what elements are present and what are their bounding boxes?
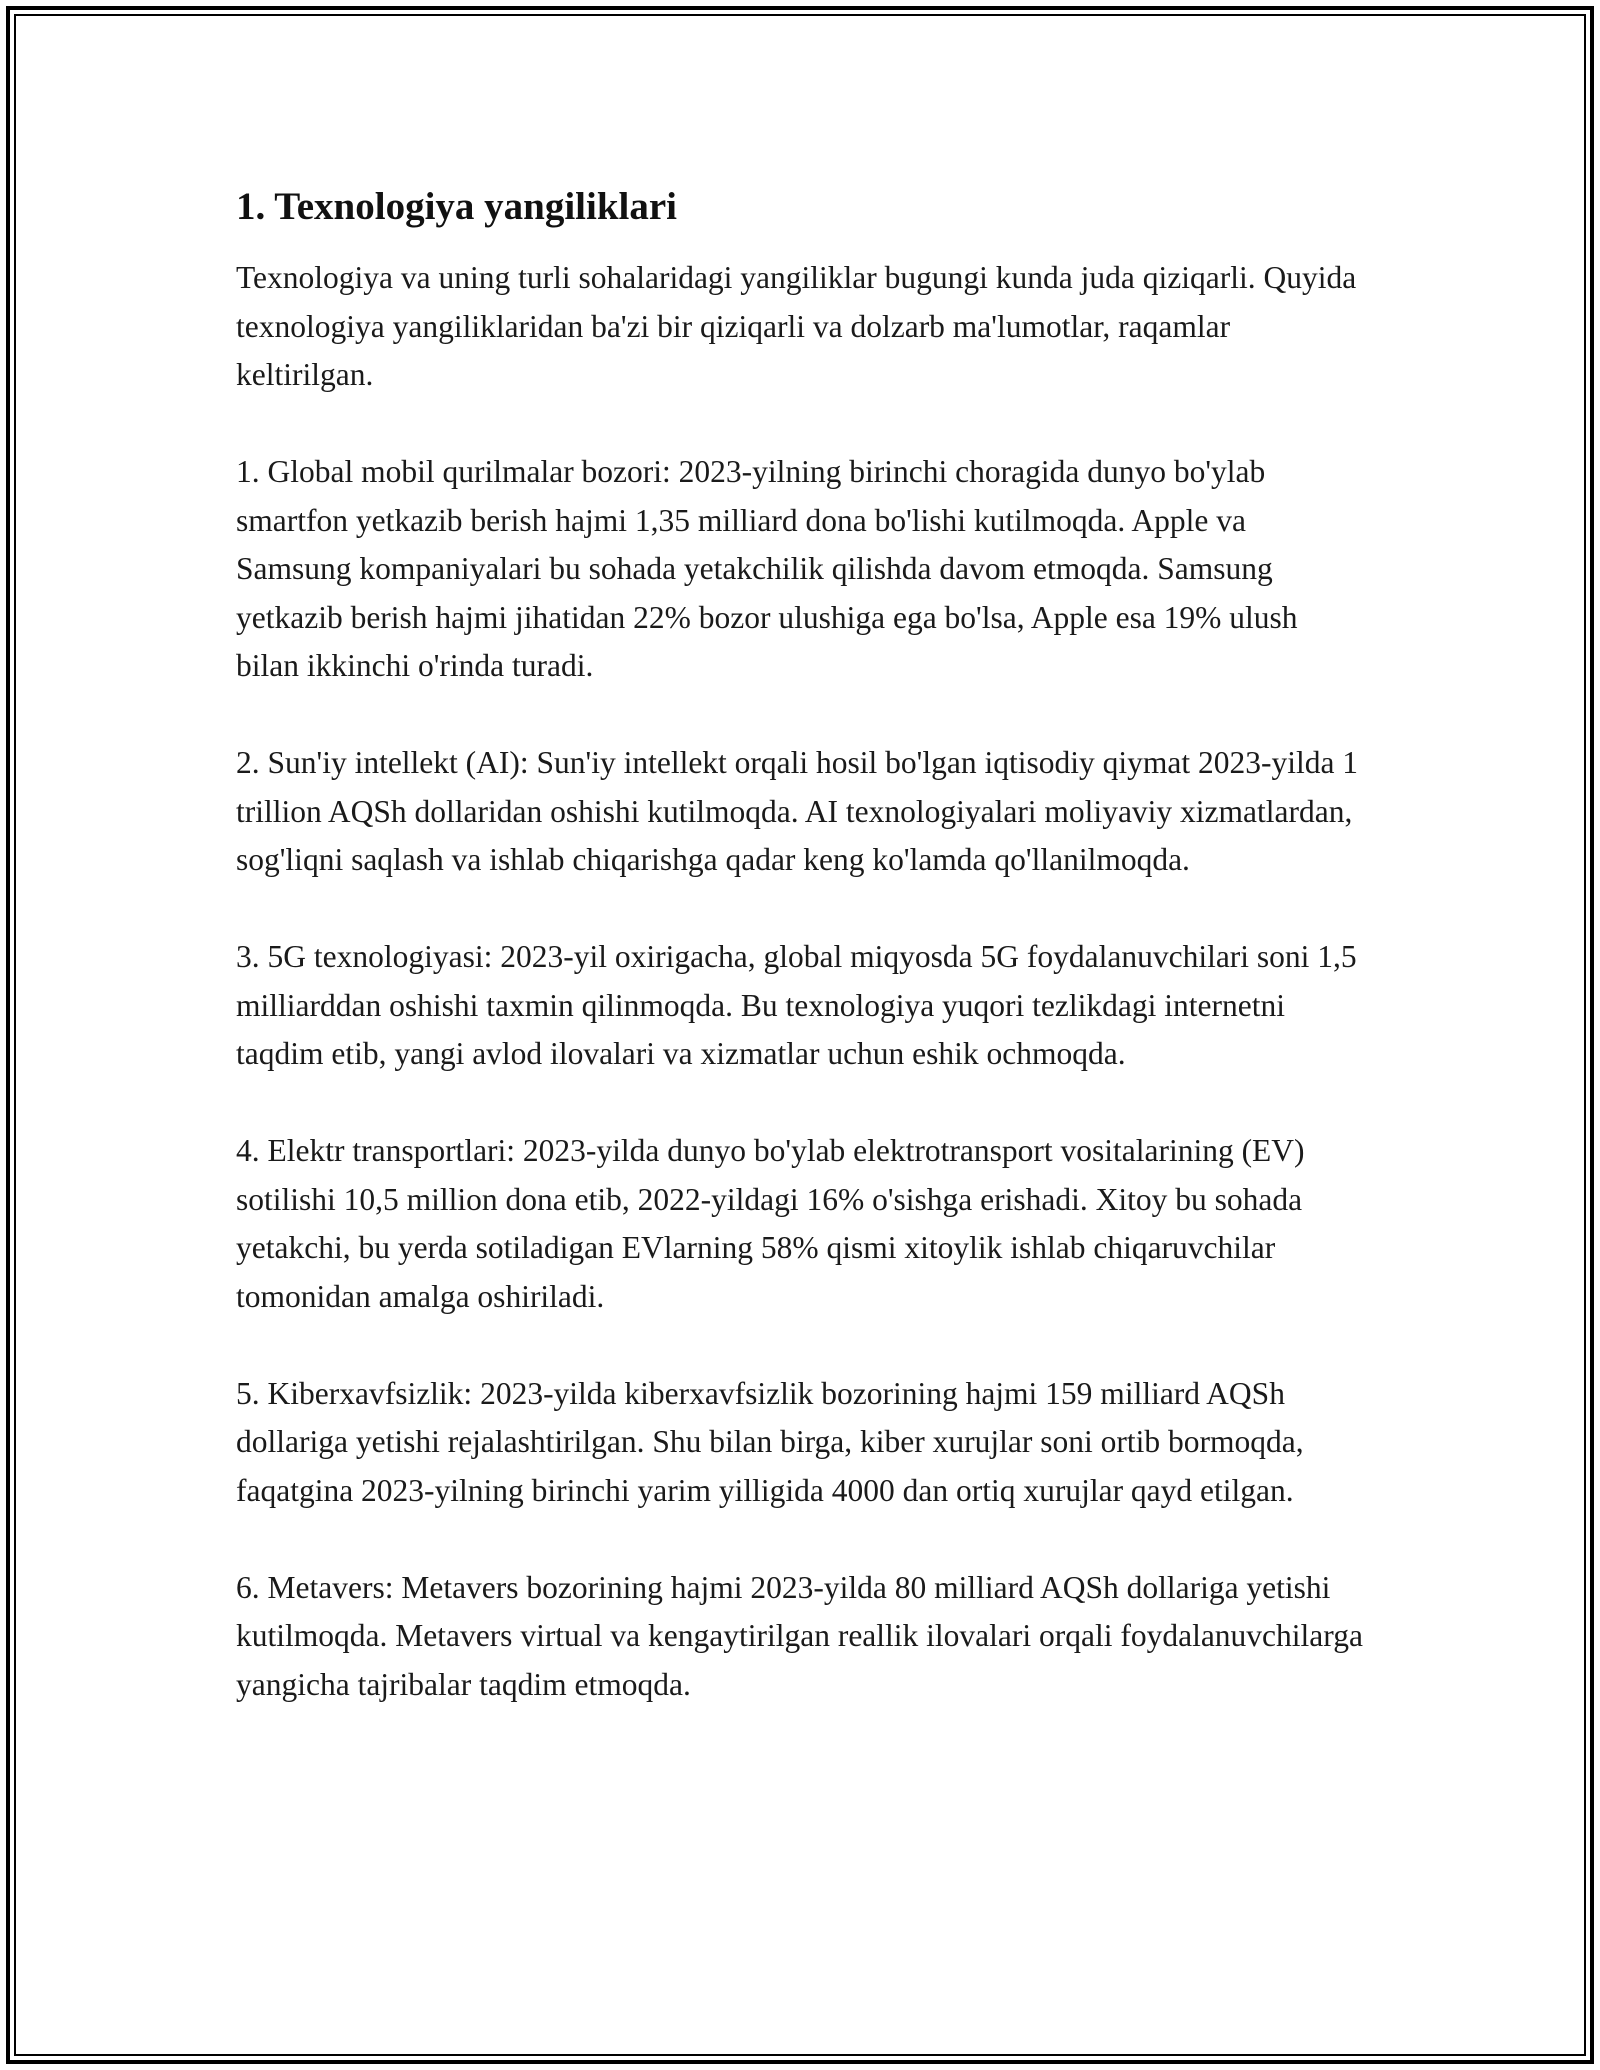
document-title: 1. Texnologiya yangiliklari [236, 185, 678, 228]
document-body [236, 184, 1366, 1758]
list-item-metaverse: 6. Metavers: Metavers bozorining hajmi 2023-yilda 80 milliard AQSh dollariga yetishi kutilmoqda. Metavers virtual va kengaytirilgan reallik ilovalari orqali foydalanuvchilarga yangicha tajribalar taqdim etmoqda. [236, 1569, 1363, 1702]
list-item-5g-technology: 3. 5G texnologiyasi: 2023-yil oxirigacha, global miqyosda 5G foydalanuvchilari soni 1,5 milliarddan oshishi taxmin qilinmoqda. Bu texnologiya yuqori tezlikdagi internetni taqdim etib, yangi avlod ilovalari va xizmatlar uchun eshik ochmoqda. [236, 939, 1357, 1071]
intro-paragraph: Texnologiya va uning turli sohalaridagi yangiliklar bugungi kunda juda qiziqarli. Quyida texnologiya yangiliklaridan ba'zi bir qiziqarli va dolzarb ma'lumotlar, raqamlar keltirilgan. [236, 260, 1357, 392]
list-item-cybersecurity: 5. Kiberxavfsizlik: 2023-yilda kiberxavfsizlik bozorining hajmi 159 milliard AQSh dollariga yetishi rejalashtirilgan. Shu bilan birga, kiber xurujlar soni ortib bormoqda, faqatgina 2023-yilning birinchi yarim yilligida 4000 dan ortiq xurujlar qayd etilgan. [236, 1375, 1304, 1508]
list-item-artificial-intelligence: 2. Sun'iy intellekt (AI): Sun'iy intellekt orqali hosil bo'lgan iqtisodiy qiymat 2023-yilda 1 trillion AQSh dollaridan oshishi kutilmoqda. AI texnologiyalari moliyaviy xizmatlardan, sog'liqni saqlash va ishlab chiqarishga qadar keng ko'lamda qo'llanilmoqda. [236, 745, 1359, 877]
list-item-electric-transport: 4. Elektr transportlari: 2023-yilda dunyo bo'ylab elektrotransport vositalarining (EV) sotilishi 10,5 million dona etib, 2022-yildagi 16% o'sishga erishadi. Xitoy bu sohada yetakchi, bu yerda sotiladigan EVlarning 58% qismi xitoylik ishlab chiqaruvchilar tomonidan amalga oshiriladi. [236, 1133, 1305, 1314]
list-item-mobile-market: 1. Global mobil qurilmalar bozori: 2023-yilning birinchi choragida dunyo bo'ylab smartfon yetkazib berish hajmi 1,35 milliard dona bo'lishi kutilmoqda. Apple va Samsung kompaniyalari bu sohada yetakchilik qilishda davom etmoqda. Samsung yetkazib berish hajmi jihatidan 22% bozor ulushiga ega bo'lsa, Apple esa 19% ulush bilan ikkinchi o'rinda turadi. [236, 454, 1298, 683]
